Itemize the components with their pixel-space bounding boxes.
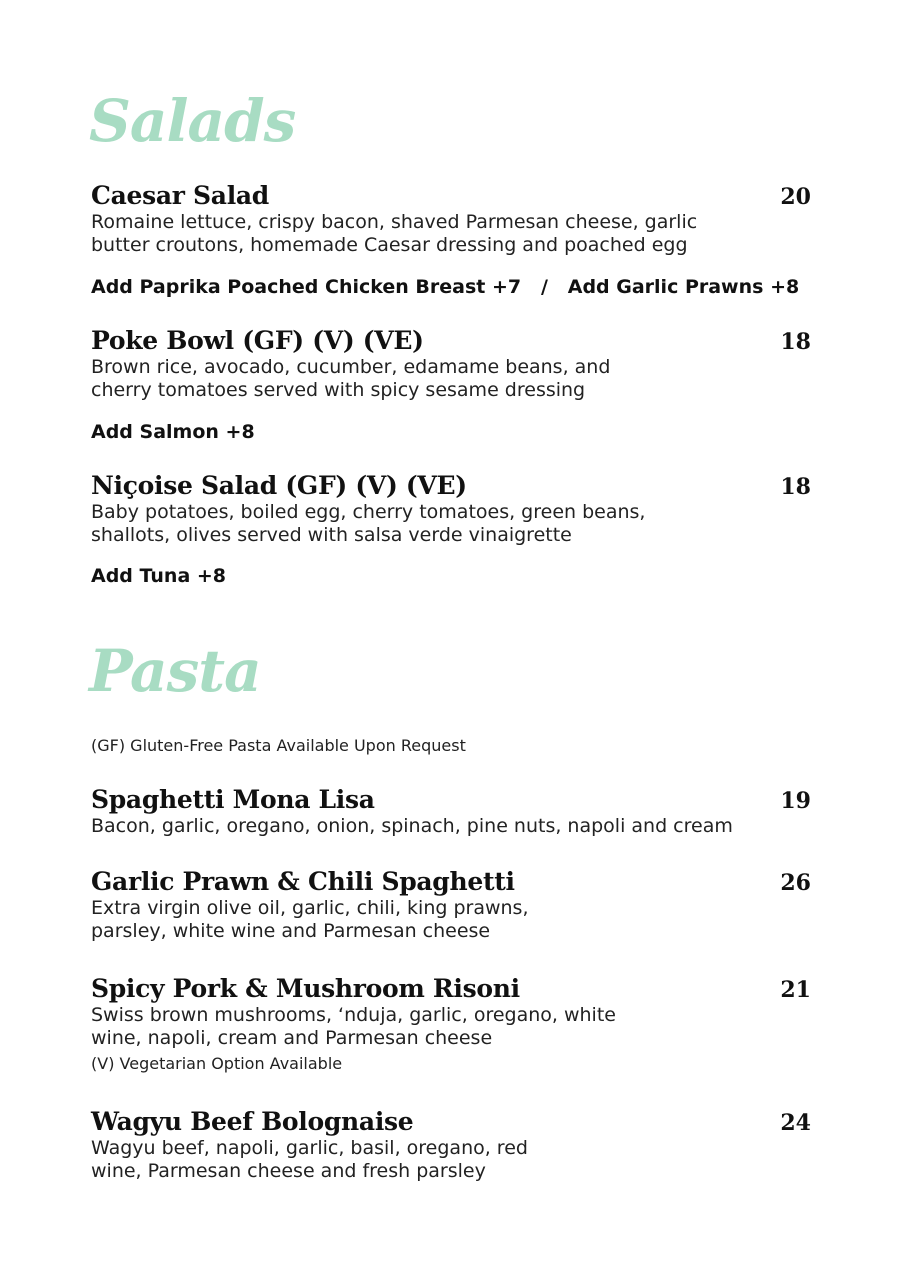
pasta-heading: Pasta bbox=[89, 637, 261, 705]
item-name: Niçoise Salad (GF) (V) (VE) bbox=[91, 471, 467, 500]
menu-item-garlic-prawn-chili-spaghetti bbox=[91, 867, 811, 943]
item-price: 18 bbox=[780, 329, 811, 355]
item-price: 20 bbox=[780, 184, 811, 210]
addon-poke-bowl: Add Salmon +8 bbox=[91, 421, 255, 443]
item-price: 21 bbox=[780, 977, 811, 1003]
menu-page bbox=[91, 0, 811, 1280]
item-name: Caesar Salad bbox=[91, 181, 269, 210]
item-description: Brown rice, avocado, cucumber, edamame beans, and cherry tomatoes served with spicy sesame dressing bbox=[91, 356, 611, 401]
vegetarian-option-note: (V) Vegetarian Option Available bbox=[91, 1054, 343, 1073]
item-description: Baby potatoes, boiled egg, cherry tomatoes, green beans, shallots, olives served with salsa verde vinaigrette bbox=[91, 501, 646, 546]
menu-item-wagyu-beef-bolognaise bbox=[91, 1107, 811, 1183]
salads-heading: Salads bbox=[89, 87, 296, 155]
item-price: 19 bbox=[780, 788, 811, 814]
menu-item-nicoise-salad bbox=[91, 471, 811, 547]
menu-item-spaghetti-mona-lisa bbox=[91, 785, 811, 838]
item-description: Bacon, garlic, oregano, onion, spinach, pine nuts, napoli and cream bbox=[91, 815, 733, 837]
gluten-free-note: (GF) Gluten-Free Pasta Available Upon Request bbox=[91, 736, 466, 755]
item-name: Spaghetti Mona Lisa bbox=[91, 785, 375, 814]
item-price: 18 bbox=[780, 474, 811, 500]
item-price: 26 bbox=[780, 870, 811, 896]
item-description: Romaine lettuce, crispy bacon, shaved Parmesan cheese, garlic butter croutons, homemade Caesar dressing and poached egg bbox=[91, 211, 698, 256]
menu-item-poke-bowl bbox=[91, 326, 811, 402]
item-price: 24 bbox=[780, 1110, 811, 1136]
addon-nicoise-salad: Add Tuna +8 bbox=[91, 565, 227, 587]
item-description: Swiss brown mushrooms, ‘nduja, garlic, oregano, white wine, napoli, cream and Parmesan cheese bbox=[91, 1004, 616, 1049]
menu-item-caesar-salad bbox=[91, 181, 811, 257]
menu-item-spicy-pork-mushroom-risoni bbox=[91, 974, 811, 1075]
item-name: Spicy Pork & Mushroom Risoni bbox=[91, 974, 520, 1003]
addon-caesar-salad: Add Paprika Poached Chicken Breast +7 / Add Garlic Prawns +8 bbox=[91, 276, 800, 298]
item-description: Extra virgin olive oil, garlic, chili, king prawns, parsley, white wine and Parmesan cheese bbox=[91, 897, 529, 942]
item-name: Poke Bowl (GF) (V) (VE) bbox=[91, 326, 424, 355]
item-name: Garlic Prawn & Chili Spaghetti bbox=[91, 867, 515, 896]
item-description: Wagyu beef, napoli, garlic, basil, oregano, red wine, Parmesan cheese and fresh parsley bbox=[91, 1137, 528, 1182]
item-name: Wagyu Beef Bolognaise bbox=[91, 1107, 414, 1136]
